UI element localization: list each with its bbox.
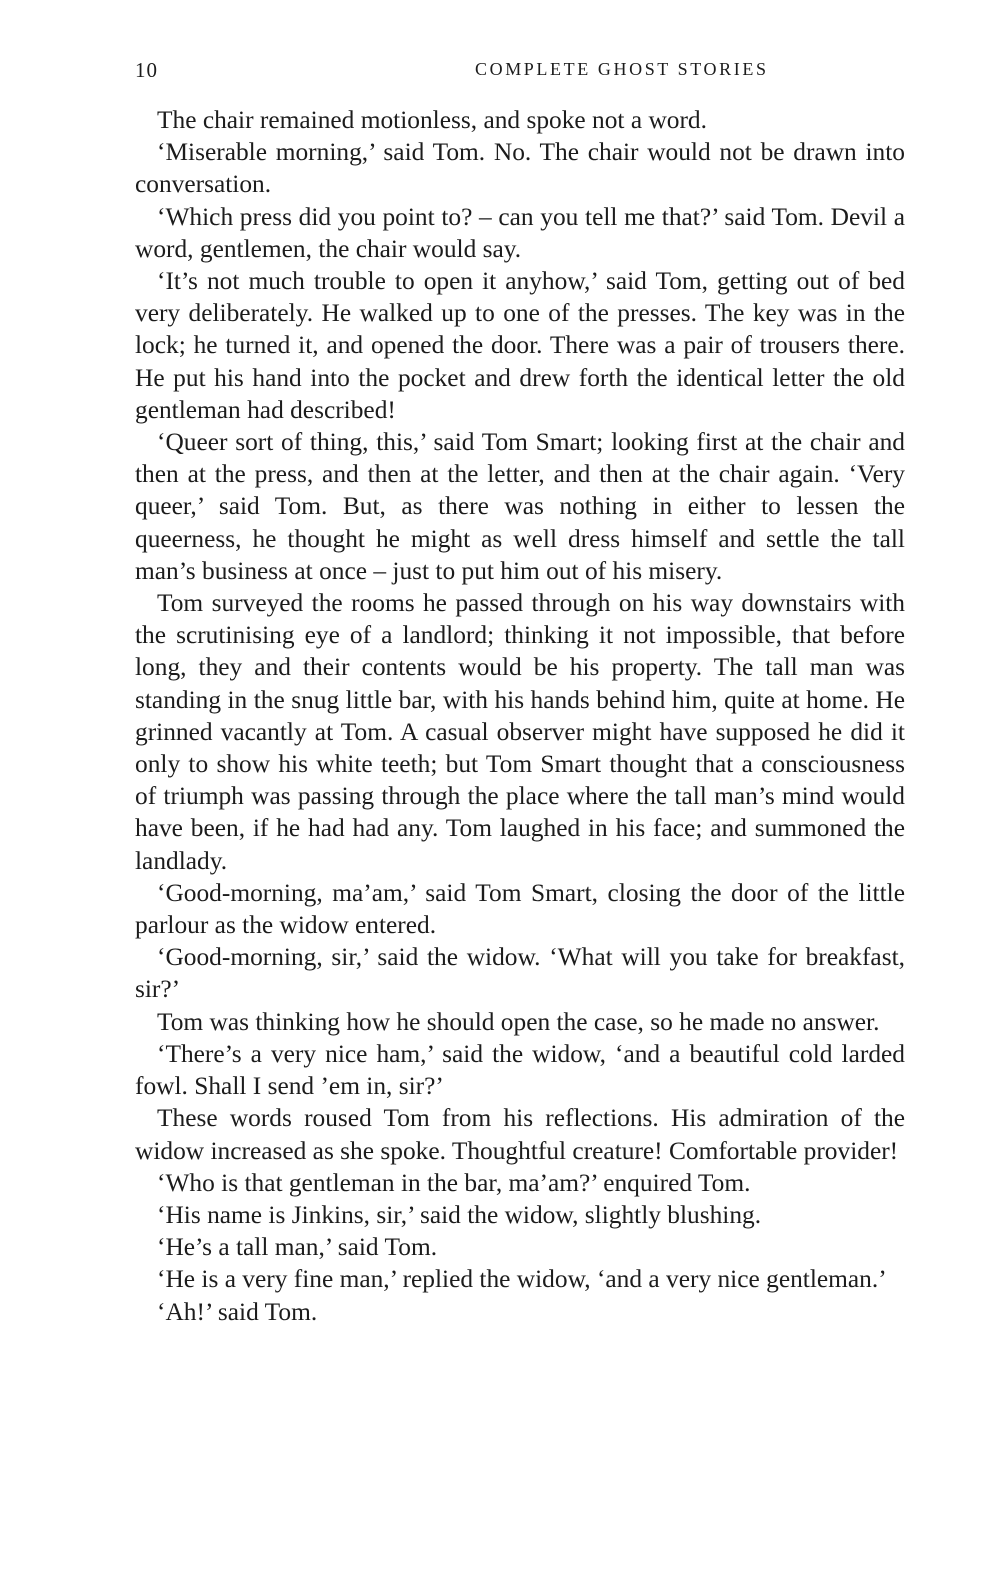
- paragraph: ‘Queer sort of thing, this,’ said Tom Smart; looking first at the chair and then at the press, and then at the letter, and then at the chair again. ‘Very queer,’ said Tom. But, as there was nothing in either to lessen the queerness, he thought he might as well dress himself and settle the tall man’s business at once – just to put him out of his misery.: [135, 428, 905, 585]
- paragraph: ‘Ah!’ said Tom.: [157, 1297, 318, 1326]
- paragraph: ‘His name is Jinkins, sir,’ said the widow, slightly blushing.: [157, 1200, 762, 1229]
- body-text: [135, 104, 905, 1328]
- paragraph: ‘He’s a tall man,’ said Tom.: [157, 1233, 438, 1262]
- paragraph: ‘There’s a very nice ham,’ said the widow, ‘and a beautiful cold larded fowl. Shall I send ’em in, sir?’: [135, 1039, 905, 1101]
- paragraph: Tom surveyed the rooms he passed through on his way downstairs with the scrutinising eye of a landlord; thinking it not impossible, that before long, they and their contents would be his property. The tall man was standing in the snug little bar, with his hands behind him, quite at home. He grinned vacantly at Tom. A casual observer might have supposed he did it only to show his white teeth; but Tom Smart thought that a consciousness of triumph was passing through the place where the tall man’s mind would have been, if he had had any. Tom laughed in his face; and summoned the landlady.: [135, 589, 905, 875]
- paragraph: ‘Good-morning, ma’am,’ said Tom Smart, closing the door of the little parlour as the widow entered.: [135, 878, 905, 940]
- paragraph: ‘Miserable morning,’ said Tom. No. The chair would not be drawn into conversation.: [135, 138, 905, 199]
- paragraph: ‘Good-morning, sir,’ said the widow. ‘What will you take for breakfast, sir?’: [135, 943, 905, 1004]
- book-title: COMPLETE GHOST STORIES: [475, 59, 769, 79]
- paragraph: ‘It’s not much trouble to open it anyhow,’ said Tom, getting out of bed very deliberately. He walked up to one of the presses. The key was in the lock; he turned it, and opened the door. There was a pair of trousers there. He put his hand into the pocket and drew forth the identical letter the old gentleman had described!: [135, 267, 905, 424]
- paragraph: ‘He is a very fine man,’ replied the widow, ‘and a very nice gentleman.’: [157, 1265, 887, 1294]
- page-number: 10: [135, 58, 158, 82]
- paragraph: The chair remained motionless, and spoke not a word.: [157, 106, 707, 134]
- paragraph: Tom was thinking how he should open the case, so he made no answer.: [157, 1007, 880, 1036]
- paragraph: These words roused Tom from his reflections. His admiration of the widow increased as she spoke. Thoughtful creature! Comfortable provider!: [135, 1104, 905, 1165]
- paragraph: ‘Who is that gentleman in the bar, ma’am?’ enquired Tom.: [157, 1168, 751, 1197]
- running-head: [135, 58, 905, 88]
- paragraph: ‘Which press did you point to? – can you tell me that?’ said Tom. Devil a word, gentlemen, the chair would say.: [135, 202, 905, 263]
